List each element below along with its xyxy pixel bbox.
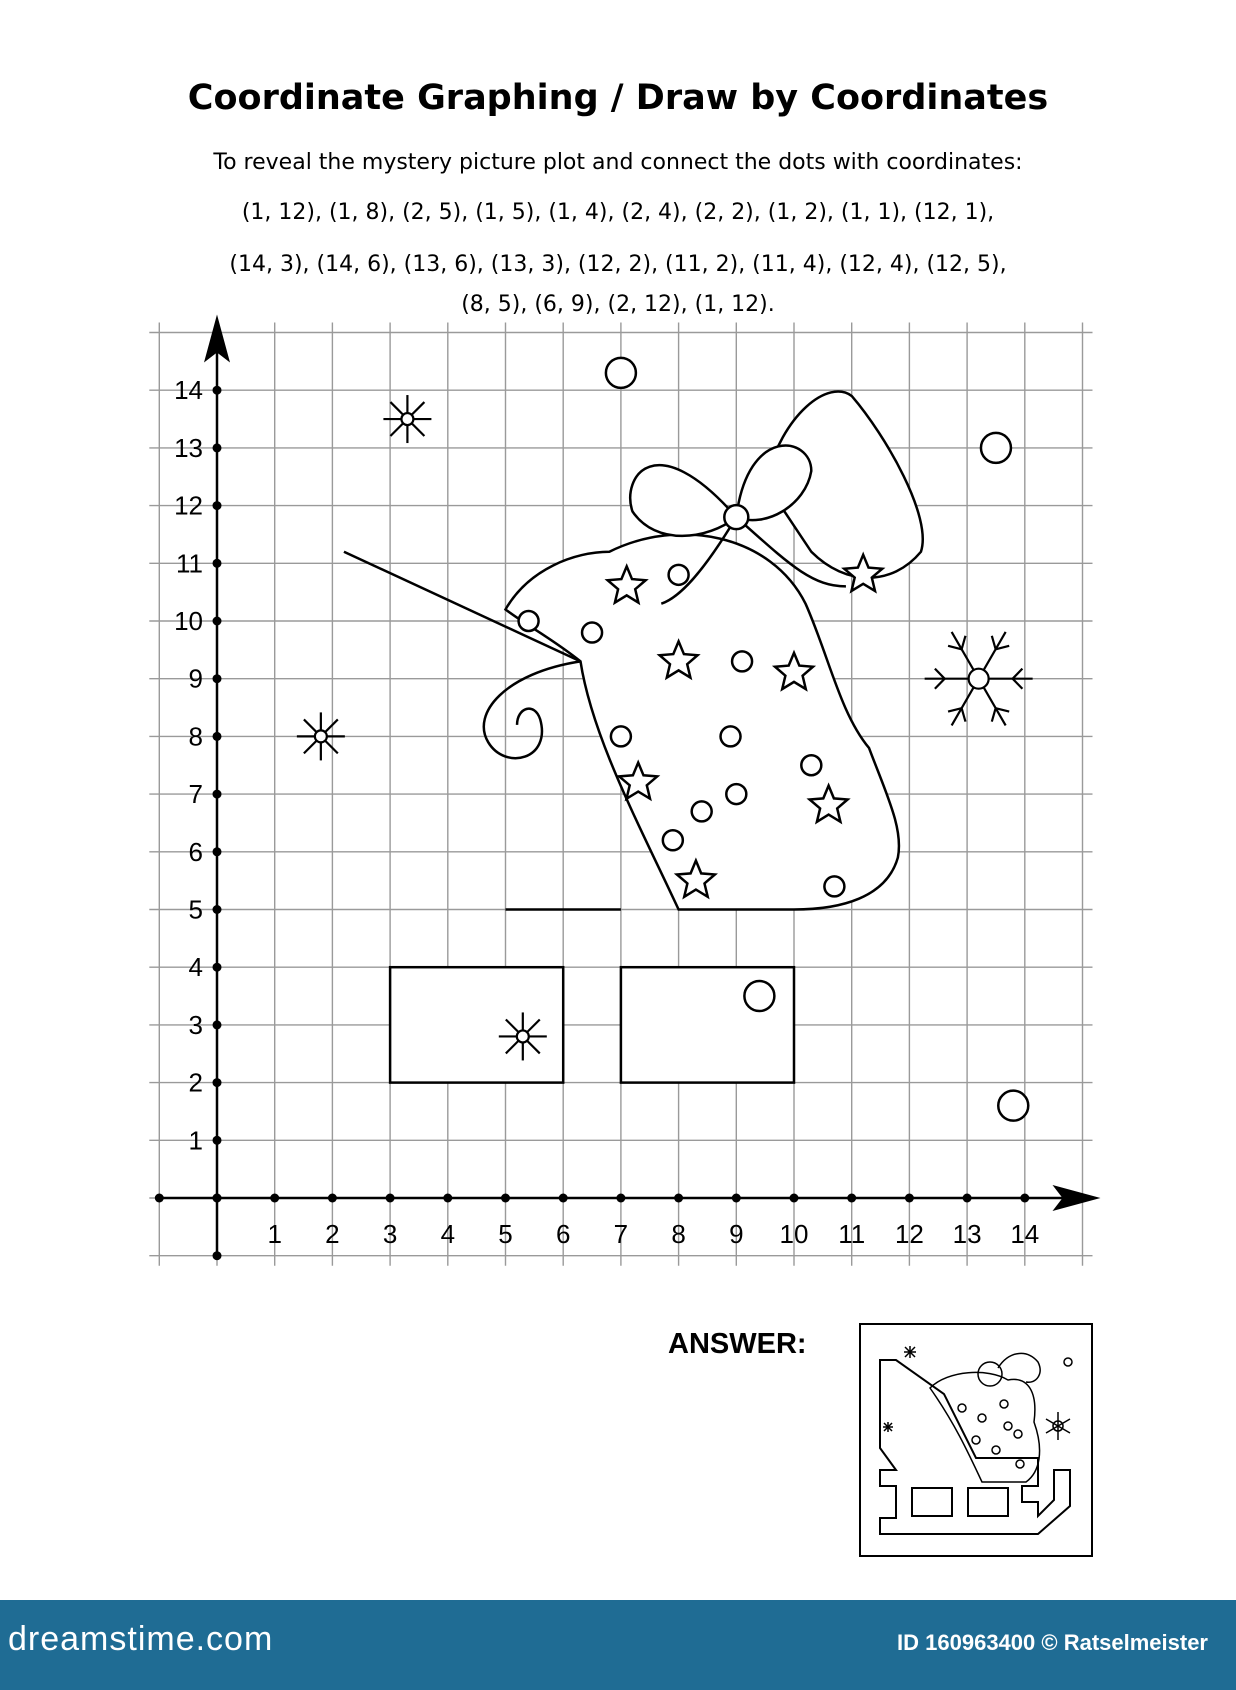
x-tick-label: 14 bbox=[1010, 1219, 1040, 1249]
y-tick-label: 8 bbox=[188, 721, 203, 752]
page-title: Coordinate Graphing / Draw by Coordinates bbox=[187, 78, 1049, 118]
x-tick-label: 1 bbox=[267, 1219, 282, 1249]
y-tick-label: 10 bbox=[174, 606, 203, 636]
snowflake-branch bbox=[962, 708, 966, 721]
x-axis-dot bbox=[155, 1194, 164, 1203]
x-axis-dot bbox=[270, 1194, 279, 1203]
instruction-text: To reveal the mystery picture plot and connect the dots with coordinates: bbox=[213, 150, 1023, 175]
x-axis-dot bbox=[963, 1194, 972, 1203]
sack-dot bbox=[611, 726, 631, 746]
sack-dot bbox=[669, 565, 689, 585]
gift-sack-body bbox=[506, 534, 899, 909]
y-tick-label: 5 bbox=[188, 894, 203, 925]
sack-dot bbox=[801, 755, 821, 775]
sack-dot bbox=[519, 611, 539, 631]
y-axis-dot bbox=[213, 847, 222, 856]
star-flake-center bbox=[401, 413, 413, 425]
snowflake-center bbox=[969, 669, 989, 689]
y-axis-dot bbox=[213, 386, 222, 395]
y-axis-dot bbox=[213, 1251, 222, 1260]
sack-dot bbox=[582, 623, 602, 643]
y-axis-dot bbox=[213, 559, 222, 568]
sack-dot bbox=[692, 801, 712, 821]
x-axis-dot bbox=[328, 1194, 337, 1203]
footer-bar bbox=[0, 1600, 1236, 1690]
y-tick-label: 11 bbox=[176, 548, 203, 579]
x-axis-dot bbox=[790, 1194, 799, 1203]
answer-thumbnail bbox=[858, 1322, 1094, 1558]
x-tick-label: 10 bbox=[779, 1219, 809, 1249]
snowflake-branch bbox=[1013, 669, 1023, 679]
y-axis-dot bbox=[213, 617, 222, 626]
y-tick-label: 14 bbox=[174, 375, 203, 406]
y-tick-label: 1 bbox=[188, 1125, 203, 1156]
snowflake-branch bbox=[962, 636, 966, 649]
gift-sack-icon bbox=[506, 392, 923, 910]
x-tick-label: 2 bbox=[325, 1219, 340, 1249]
image-credit: ID 160963400 © Ratselmeister bbox=[897, 1630, 1208, 1655]
y-tick-label: 12 bbox=[174, 490, 203, 521]
x-tick-label: 7 bbox=[613, 1219, 629, 1249]
sack-dot bbox=[721, 726, 741, 746]
star-flake-icon bbox=[499, 1012, 547, 1060]
coordinate-list-line: (14, 3), (14, 6), (13, 6), (13, 3), (12, 2), (11, 2), (11, 4), (12, 4), (12, 5), bbox=[229, 252, 1007, 277]
sack-dot bbox=[726, 784, 746, 804]
y-axis-dot bbox=[213, 674, 222, 683]
star-flake-icon bbox=[297, 712, 345, 760]
x-tick-label: 6 bbox=[555, 1219, 571, 1249]
x-axis-dot bbox=[1020, 1194, 1029, 1203]
coordinate-list-line: (1, 12), (1, 8), (2, 5), (1, 5), (1, 4), (2, 4), (2, 2), (1, 2), (1, 1), (12, 1), bbox=[241, 200, 995, 225]
sack-dot bbox=[824, 876, 844, 896]
x-tick-label: 4 bbox=[440, 1219, 456, 1249]
x-tick-label: 3 bbox=[382, 1219, 398, 1249]
x-axis-dot bbox=[847, 1194, 856, 1203]
sack-dot bbox=[732, 651, 752, 671]
y-tick-label: 9 bbox=[188, 663, 203, 694]
y-tick-label: 3 bbox=[188, 1009, 203, 1040]
coordinate-list-line: (8, 5), (6, 9), (2, 12), (1, 12). bbox=[461, 292, 775, 317]
star-flake-icon bbox=[383, 395, 431, 443]
sleigh-curl bbox=[484, 661, 581, 758]
snowflake-branch bbox=[935, 679, 945, 689]
bow-loop-left bbox=[630, 465, 736, 536]
x-tick-label: 13 bbox=[952, 1219, 982, 1249]
y-axis-dot bbox=[213, 963, 222, 972]
runner-rectangle bbox=[390, 967, 563, 1082]
x-tick-label: 5 bbox=[498, 1219, 513, 1249]
snowflake-branch bbox=[935, 669, 945, 679]
y-tick-label: 7 bbox=[188, 779, 203, 810]
snowflake-branch bbox=[992, 636, 996, 649]
snowflake-branch bbox=[992, 708, 996, 721]
dot-circle bbox=[981, 433, 1011, 463]
mystery-picture-fragments bbox=[297, 358, 1033, 1121]
star-flake-center bbox=[517, 1030, 529, 1042]
y-axis-dot bbox=[213, 1078, 222, 1087]
dot-circle bbox=[606, 358, 636, 388]
y-axis-dot bbox=[213, 1194, 222, 1203]
bow-knot bbox=[724, 505, 748, 529]
y-axis-dot bbox=[213, 790, 222, 799]
dot-circle bbox=[998, 1091, 1028, 1121]
x-tick-label: 8 bbox=[671, 1219, 686, 1249]
answer-label: ANSWER: bbox=[668, 1328, 807, 1360]
x-tick-label: 9 bbox=[729, 1219, 744, 1249]
y-tick-label: 13 bbox=[174, 432, 203, 463]
y-axis-dot bbox=[213, 1020, 222, 1029]
dreamstime-logo: dreamstime.com bbox=[8, 1620, 274, 1658]
x-axis-dot bbox=[386, 1194, 395, 1203]
x-axis-dot bbox=[501, 1194, 510, 1203]
y-tick-label: 2 bbox=[188, 1067, 203, 1098]
x-axis-dot bbox=[616, 1194, 625, 1203]
y-tick-label: 4 bbox=[188, 952, 203, 983]
y-axis-dot bbox=[213, 732, 222, 741]
snowflake-icon bbox=[925, 632, 1033, 726]
x-axis-dot bbox=[732, 1194, 741, 1203]
y-axis-dot bbox=[213, 443, 222, 452]
star-flake-center bbox=[315, 730, 327, 742]
x-axis-dot bbox=[559, 1194, 568, 1203]
x-axis-dot bbox=[674, 1194, 683, 1203]
x-axis-dot bbox=[443, 1194, 452, 1203]
y-axis-dot bbox=[213, 501, 222, 510]
dot-circle bbox=[744, 981, 774, 1011]
y-axis-dot bbox=[213, 905, 222, 914]
grid-lines bbox=[149, 323, 1092, 1266]
y-tick-label: 6 bbox=[188, 836, 203, 867]
sack-dot bbox=[663, 830, 683, 850]
x-tick-label: 11 bbox=[838, 1219, 866, 1249]
x-tick-label: 12 bbox=[894, 1219, 924, 1249]
y-axis-dot bbox=[213, 1136, 222, 1145]
snowflake-branch bbox=[1013, 679, 1023, 689]
x-axis-dot bbox=[905, 1194, 914, 1203]
